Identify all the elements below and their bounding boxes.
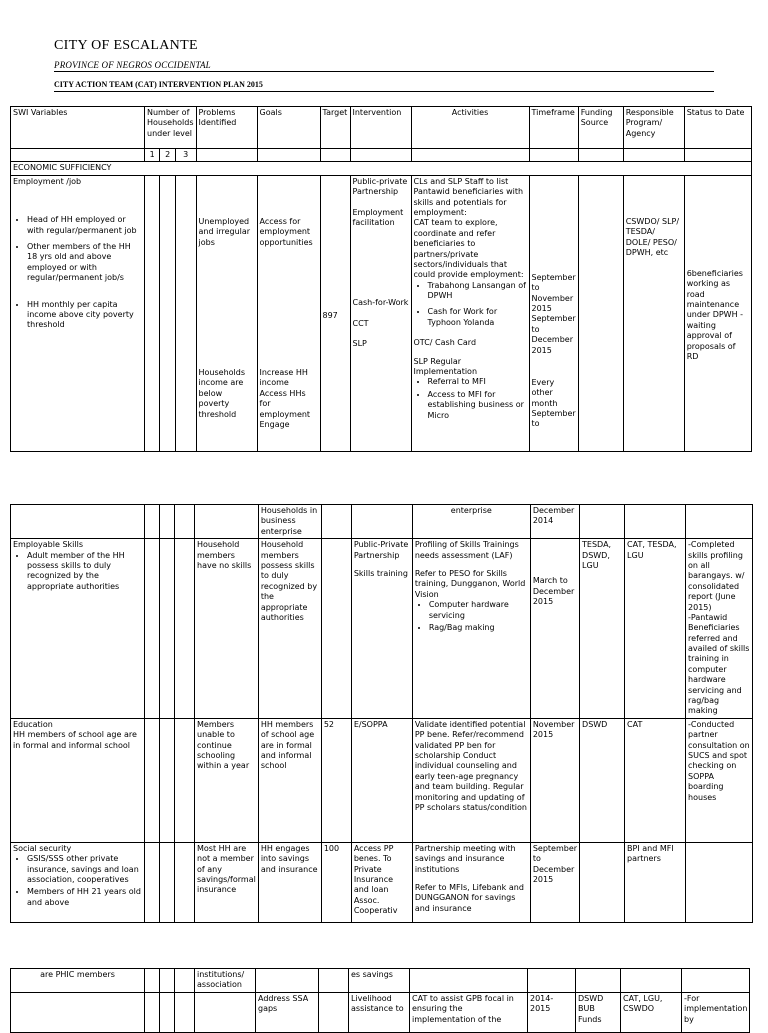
intervention-social-security: Access PP benes. To Private Insurance and loan Assoc. Cooperativ: [351, 842, 412, 922]
column-header-row: [11, 107, 752, 149]
intervention-table-part-1: [10, 106, 752, 452]
col-households: Number of Households under level: [145, 107, 197, 149]
goals-employment: Access for employment opportunities Increase HH income Access HHs for employment Engage: [257, 175, 320, 451]
status-education: -Conducted partner consultation on SUCS and spot checking on SOPPA boarding houses: [686, 718, 753, 842]
goals-ssa: Address SSA gaps: [256, 992, 319, 1032]
section-economic-sufficiency: ECONOMIC SUFFICIENCY: [11, 162, 752, 175]
table-row-employment: [11, 175, 752, 451]
status-ssa: -For implementation by: [682, 992, 750, 1032]
table-row-continued: [11, 505, 753, 539]
target-employment: 897: [320, 175, 350, 451]
timeframe-ssa: 2014-2015: [528, 992, 576, 1032]
timeframe-employment: September to November 2015 September to December 2015 Every other month September to: [529, 175, 578, 451]
problems-social-security: Most HH are not a member of any savings/formal insurance: [195, 842, 259, 922]
responsible-social-security: BPI and MFI partners: [625, 842, 686, 922]
responsible-employment: CSWDO/ SLP/ TESDA/ DOLE/ PESO/ DPWH, etc: [623, 175, 684, 451]
table-row-continued-2: [11, 969, 750, 993]
col-funding: Funding Source: [578, 107, 623, 149]
col-target: Target: [320, 107, 350, 149]
city-title: CITY OF ESCALANTE: [54, 38, 198, 53]
activities-skills: Profiling of Skills Trainings needs assessment (LAF) Refer to PESO for Skills training, Dungganon, World Vision • Computer hardware servicing • Rag/Bag making: [412, 539, 530, 719]
timeframe-social-security: September to December 2015: [530, 842, 579, 922]
level-2: 2: [160, 149, 175, 162]
intervention-table-part-3: [10, 968, 750, 1033]
col-status: Status to Date: [684, 107, 751, 149]
intervention-table-part-2: [10, 504, 753, 923]
plan-title: CITY ACTION TEAM (CAT) INTERVENTION PLAN 2015: [54, 80, 263, 89]
target-education: 52: [321, 718, 351, 842]
header-rule: [54, 71, 714, 72]
problems-education: Members unable to continue schooling within a year: [195, 718, 259, 842]
swi-education: Education HH members of school age are in formal and informal school: [11, 718, 145, 842]
swi-continued: are PHIC members: [11, 969, 145, 993]
col-timeframe: Timeframe: [529, 107, 578, 149]
level-3: 3: [175, 149, 196, 162]
col-activities: Activities: [411, 107, 529, 149]
goals-education: HH members of school age are in formal and informal school: [258, 718, 321, 842]
problems-continued: institutions/ association: [195, 969, 256, 993]
table-row-social-security: [11, 842, 753, 922]
funding-education: DSWD: [580, 718, 625, 842]
activities-social-security: Partnership meeting with savings and insurance institutions Refer to MFIs, Lifebank and DUNGGANON for savings and insurance: [412, 842, 530, 922]
level-1: 1: [145, 149, 160, 162]
timeframe-skills: March to December 2015: [530, 539, 579, 719]
table-row-ssa: [11, 992, 750, 1032]
activities-employment: CLs and SLP Staff to list Pantawid beneficiaries with skills and potentials for employment: CAT team to explore, coordinate and refer beneficiaries to partners/private sectors/individuals that could provide employment: • Trabahong Lansangan of DPWH • Cash for Work for Typhoon Yolanda OTC/ Cash Card SLP Regular Implementation • Referral to MFI • Access to MFI for establishing business or Micro: [411, 175, 529, 451]
goals-social-security: HH engages into savings and insurance: [258, 842, 321, 922]
level-row: [11, 149, 752, 162]
swi-skills: Employable Skills • Adult member of the HH possess skills to duly recognized by the appropriate authorities: [11, 539, 145, 719]
col-responsible: Responsible Program/ Agency: [623, 107, 684, 149]
status-skills: -Completed skills profiling on all barangays. w/ consolidated report (June 2015) -Pantawid Beneficiaries referred and availed of skills training in computer hardware servicing and rag/bag making: [686, 539, 753, 719]
intervention-employment: Public-private Partnership Employment facilitation Cash-for-Work CCT SLP: [350, 175, 411, 451]
swi-employment: Employment /job • Head of HH employed or with regular/permanent job • Other members of the HH 18 yrs old and above employed or with regular/permanent job/s • HH monthly per capita income above city poverty threshold: [11, 175, 145, 451]
goals-skills: Household members possess skills to duly recognized by the appropriate authorities: [258, 539, 321, 719]
responsible-skills: CAT, TESDA, LGU: [625, 539, 686, 719]
section-row: [11, 162, 752, 175]
intervention-skills: Public-Private Partnership Skills training: [351, 539, 412, 719]
activities-ssa: CAT to assist GPB focal in ensuring the implementation of the: [410, 992, 528, 1032]
col-problems: Problems Identified: [196, 107, 257, 149]
intervention-continued: es savings: [349, 969, 410, 993]
status-employment: 6beneficiaries working as road maintenance under DPWH -waiting approval of proposals of RD: [684, 175, 751, 451]
responsible-ssa: CAT, LGU, CSWDO: [621, 992, 682, 1032]
col-swi-variables: SWI Variables: [11, 107, 145, 149]
table-row-education: [11, 718, 753, 842]
province-subtitle: PROVINCE OF NEGROS OCCIDENTAL: [54, 60, 211, 70]
funding-ssa: DSWD BUB Funds: [576, 992, 621, 1032]
plan-title-underline: [54, 91, 714, 92]
activities-education: Validate identified potential PP bene. Refer/recommend validated PP ben for scholarship Conduct individual counseling and early teen-age pregnancy and team building. Regular monitoring and updating of PP scholars status/condition: [412, 718, 530, 842]
col-goals: Goals: [257, 107, 320, 149]
swi-social-security: Social security • GSIS/SSS other private insurance, savings and loan association, cooperatives • Members of HH 21 years old and above: [11, 842, 145, 922]
responsible-education: CAT: [625, 718, 686, 842]
problems-skills: Household members have no skills: [195, 539, 259, 719]
timeframe-education: November 2015: [530, 718, 579, 842]
activities-continued: enterprise: [412, 505, 530, 539]
timeframe-continued: December 2014: [530, 505, 579, 539]
target-social-security: 100: [321, 842, 351, 922]
table-row-skills: [11, 539, 753, 719]
funding-skills: TESDA, DSWD, LGU: [580, 539, 625, 719]
intervention-education: E/SOPPA: [351, 718, 412, 842]
problems-employment: Unemployed and irregular jobs Households income are below poverty threshold: [196, 175, 257, 451]
goals-continued: Households in business enterprise: [258, 505, 321, 539]
col-intervention: Intervention: [350, 107, 411, 149]
intervention-ssa: Livelihood assistance to: [349, 992, 410, 1032]
